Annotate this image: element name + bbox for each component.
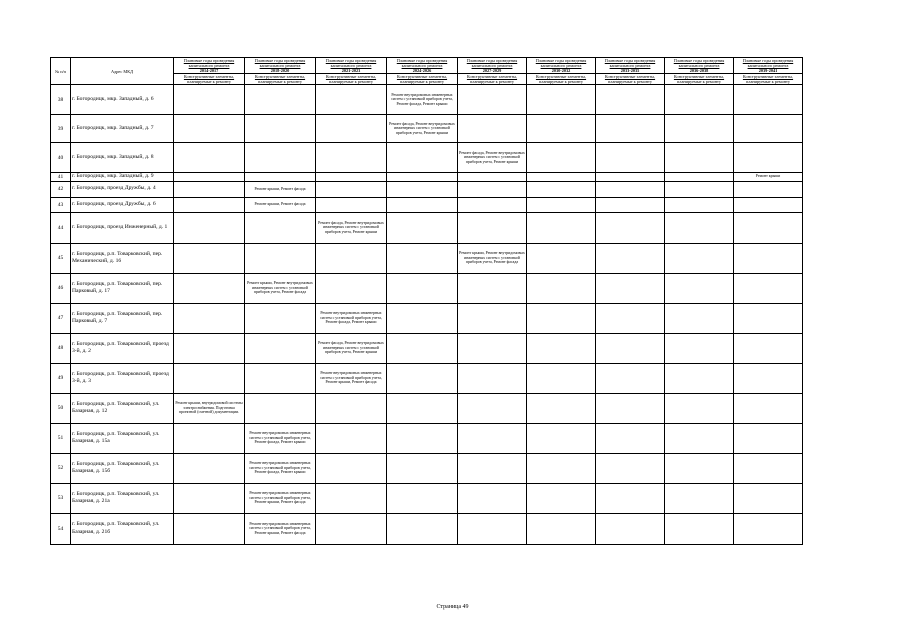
planned-works-cell [458, 85, 527, 115]
planned-works-cell [245, 393, 316, 423]
planned-works-cell [458, 483, 527, 513]
planned-works-cell [458, 212, 527, 243]
planned-works-cell [316, 393, 387, 423]
row-number: 39 [51, 115, 71, 143]
planned-works-cell [387, 303, 458, 333]
page-number: Страница 49 [436, 604, 469, 610]
building-address: г. Богородицк, проезд Дружбы, д. 6 [71, 197, 174, 212]
building-address: г. Богородицк, р.п. Товарковский, проезд 3-й, д. 3 [71, 363, 174, 393]
row-number: 42 [51, 181, 71, 197]
building-address: г. Богородицк, мкр. Западный, д. 9 [71, 173, 174, 182]
planned-works-cell [596, 143, 665, 173]
planned-works-cell [245, 363, 316, 393]
row-number: 50 [51, 393, 71, 423]
row-number: 49 [51, 363, 71, 393]
planned-works-cell: Ремонт фасада, Ремонт внутридомовых инженерных систем с установкой приборов учета, Ремонт крыши [458, 143, 527, 173]
planned-works-cell [174, 333, 245, 363]
period-years: 2021-2023 [341, 68, 361, 73]
table-row [51, 173, 803, 182]
planned-works-cell [734, 423, 803, 453]
period-header [665, 58, 734, 74]
planned-works-cell [734, 363, 803, 393]
planned-works-cell [174, 115, 245, 143]
planned-works-cell: Ремонт внутридомовых инженерных систем с установкой приборов учета, Ремонт крыши, Ремонт фасада [245, 513, 316, 544]
row-number: 46 [51, 273, 71, 303]
planned-works-cell [458, 181, 527, 197]
planned-works-cell [245, 85, 316, 115]
row-number: 47 [51, 303, 71, 333]
planned-works-cell: Ремонт фасада, Ремонт внутридомовых инженерных систем с установкой приборов учета, Ремонт крыши [316, 333, 387, 363]
planned-works-cell [316, 85, 387, 115]
planned-works-cell [527, 143, 596, 173]
table-row [51, 423, 803, 453]
table-row [51, 453, 803, 483]
planned-works-cell [174, 453, 245, 483]
elements-subheader: Конструктивные элементы, планируемые к ремонту [174, 74, 245, 85]
planned-works-cell [734, 85, 803, 115]
building-address: г. Богородицк, мкр. Западный, д. 8 [71, 143, 174, 173]
planned-works-cell [665, 423, 734, 453]
elements-subheader: Конструктивные элементы, планируемые к ремонту [596, 74, 665, 85]
planned-works-cell [458, 197, 527, 212]
planned-works-cell [527, 181, 596, 197]
planned-works-cell [665, 143, 734, 173]
period-header [596, 58, 665, 74]
table-row [51, 513, 803, 544]
planned-works-cell [174, 303, 245, 333]
planned-works-cell [596, 333, 665, 363]
planned-works-cell [387, 243, 458, 273]
period-label: Плановые годы проведения капитального ремонта [535, 58, 587, 68]
row-number: 38 [51, 85, 71, 115]
period-header [245, 58, 316, 74]
planned-works-cell [734, 243, 803, 273]
planned-works-cell: Ремонт внутридомовых инженерных систем с установкой приборов учета, Ремонт фасада, Ремонт крыши [245, 453, 316, 483]
period-header [734, 58, 803, 74]
planned-works-cell [458, 173, 527, 182]
planned-works-cell [527, 85, 596, 115]
column-header-address: Адрес МКД [71, 58, 174, 85]
period-years: 2030-2032 [551, 68, 571, 73]
building-address: г. Богородицк, р.п. Товарковский, пер. Механический, д. 16 [71, 243, 174, 273]
period-years: 2027-2029 [482, 68, 502, 73]
building-address: г. Богородицк, р.п. Товарковский, ул. Базарная, д. 21а [71, 483, 174, 513]
planned-works-cell [387, 483, 458, 513]
elements-subheader: Конструктивные элементы, планируемые к ремонту [245, 74, 316, 85]
planned-works-cell [174, 243, 245, 273]
period-years: 2036-2038 [689, 68, 709, 73]
planned-works-cell [174, 212, 245, 243]
planned-works-cell [665, 513, 734, 544]
planned-works-cell [387, 181, 458, 197]
planned-works-cell [527, 423, 596, 453]
planned-works-cell [665, 115, 734, 143]
planned-works-cell [596, 273, 665, 303]
planned-works-cell [174, 143, 245, 173]
planned-works-cell [527, 333, 596, 363]
period-header [387, 58, 458, 74]
planned-works-cell [596, 453, 665, 483]
planned-works-cell [458, 115, 527, 143]
planned-works-cell [734, 333, 803, 363]
planned-works-cell [458, 333, 527, 363]
planned-works-cell [527, 212, 596, 243]
planned-works-cell [665, 303, 734, 333]
planned-works-cell [734, 453, 803, 483]
period-label: Плановые годы проведения капитального ремонта [396, 58, 448, 68]
planned-works-cell: Ремонт крыши, Ремонт внутридомовых инженерных систем с установкой приборов учета, Ремонт фасада [458, 243, 527, 273]
building-address: г. Богородицк, р.п. Товарковский, ул. Базарная, д. 15а [71, 423, 174, 453]
planned-works-cell [174, 197, 245, 212]
period-years: 2039-2041 [758, 68, 778, 73]
planned-works-cell [174, 513, 245, 544]
planned-works-cell [527, 173, 596, 182]
row-number: 54 [51, 513, 71, 544]
planned-works-cell [527, 393, 596, 423]
planned-works-cell [665, 197, 734, 212]
elements-subheader: Конструктивные элементы, планируемые к ремонту [458, 74, 527, 85]
planned-works-cell [596, 423, 665, 453]
planned-works-cell [734, 393, 803, 423]
planned-works-cell [316, 197, 387, 212]
elements-subheader: Конструктивные элементы, планируемые к ремонту [734, 74, 803, 85]
building-address: г. Богородицк, р.п. Товарковский, ул. Базарная, д. 12 [71, 393, 174, 423]
building-address: г. Богородицк, р.п. Товарковский, пер. Парковый, д. 17 [71, 273, 174, 303]
planned-works-cell [316, 173, 387, 182]
planned-works-cell [527, 243, 596, 273]
planned-works-cell [458, 273, 527, 303]
planned-works-cell [596, 181, 665, 197]
planned-works-cell [596, 303, 665, 333]
planned-works-cell [387, 513, 458, 544]
planned-works-cell [174, 273, 245, 303]
table-row [51, 483, 803, 513]
planned-works-cell [316, 115, 387, 143]
planned-works-cell [245, 143, 316, 173]
planned-works-cell [387, 453, 458, 483]
planned-works-cell [174, 363, 245, 393]
planned-works-cell [387, 273, 458, 303]
period-header [174, 58, 245, 74]
building-address: г. Богородицк, р.п. Товарковский, ул. Базарная, д. 21б [71, 513, 174, 544]
planned-works-cell [527, 115, 596, 143]
planned-works-cell [245, 212, 316, 243]
planned-works-cell [527, 197, 596, 212]
planned-works-cell [734, 513, 803, 544]
planned-works-cell [596, 513, 665, 544]
period-label: Плановые годы проведения капитального ремонта [742, 58, 794, 68]
planned-works-cell [458, 393, 527, 423]
table-row [51, 115, 803, 143]
row-number: 40 [51, 143, 71, 173]
planned-works-cell [527, 303, 596, 333]
planned-works-cell [665, 85, 734, 115]
planned-works-cell [665, 173, 734, 182]
planned-works-cell [316, 273, 387, 303]
planned-works-cell [734, 483, 803, 513]
planned-works-cell [174, 483, 245, 513]
building-address: г. Богородицк, мкр. Западный, д. 7 [71, 115, 174, 143]
building-address: г. Богородицк, мкр. Западный, д. 6 [71, 85, 174, 115]
planned-works-cell [527, 483, 596, 513]
planned-works-cell [665, 273, 734, 303]
table-row [51, 85, 803, 115]
elements-subheader: Конструктивные элементы, планируемые к ремонту [665, 74, 734, 85]
period-years: 2033-2035 [620, 68, 640, 73]
planned-works-cell [387, 363, 458, 393]
table-row [51, 303, 803, 333]
planned-works-cell [458, 513, 527, 544]
table-row [51, 197, 803, 212]
planned-works-cell [665, 363, 734, 393]
planned-works-cell: Ремонт фасада, Ремонт внутридомовых инженерных систем с установкой приборов учета, Ремонт крыши [387, 115, 458, 143]
planned-works-cell [527, 273, 596, 303]
row-number: 43 [51, 197, 71, 212]
planned-works-cell [458, 363, 527, 393]
period-label: Плановые годы проведения капитального ремонта [673, 58, 725, 68]
planned-works-cell [527, 453, 596, 483]
planned-works-cell: Ремонт внутридомовых инженерных систем с установкой приборов учета, Ремонт фасада, Ремонт крыши [245, 423, 316, 453]
planned-works-cell [458, 453, 527, 483]
planned-works-cell [387, 197, 458, 212]
planned-works-cell [174, 173, 245, 182]
building-address: г. Богородицк, проезд Дружбы, д. 4 [71, 181, 174, 197]
planned-works-cell: Ремонт внутридомовых инженерных систем с установкой приборов учета, Ремонт крыши, Ремонт фасада [245, 483, 316, 513]
planned-works-cell [387, 143, 458, 173]
period-years: 2018-2020 [270, 68, 290, 73]
planned-works-cell [734, 143, 803, 173]
period-label: Плановые годы проведения капитального ремонта [254, 58, 306, 68]
repair-schedule-table [50, 57, 803, 545]
planned-works-cell [734, 181, 803, 197]
planned-works-cell [245, 333, 316, 363]
planned-works-cell [596, 85, 665, 115]
planned-works-cell [596, 197, 665, 212]
planned-works-cell [665, 333, 734, 363]
planned-works-cell: Ремонт внутридомовых инженерных систем с установкой приборов учета, Ремонт фасада, Ремонт крыши [316, 303, 387, 333]
planned-works-cell [527, 513, 596, 544]
planned-works-cell [665, 181, 734, 197]
table-row [51, 393, 803, 423]
planned-works-cell [316, 143, 387, 173]
planned-works-cell [665, 393, 734, 423]
row-number: 51 [51, 423, 71, 453]
planned-works-cell [665, 212, 734, 243]
period-header [316, 58, 387, 74]
period-years: 2014-2017 [199, 68, 219, 73]
planned-works-cell [665, 243, 734, 273]
planned-works-cell: Ремонт крыши, Ремонт фасада [245, 197, 316, 212]
planned-works-cell: Ремонт внутридомовых инженерных систем с установкой приборов учета, Ремонт фасада, Ремонт крыши [387, 85, 458, 115]
planned-works-cell [245, 303, 316, 333]
table-row [51, 212, 803, 243]
table-row [51, 273, 803, 303]
planned-works-cell [316, 181, 387, 197]
planned-works-cell [527, 363, 596, 393]
planned-works-cell [387, 173, 458, 182]
building-address: г. Богородицк, р.п. Товарковский, пер. Парковый, д. 7 [71, 303, 174, 333]
row-number: 48 [51, 333, 71, 363]
planned-works-cell [596, 393, 665, 423]
planned-works-cell [596, 363, 665, 393]
row-number: 44 [51, 212, 71, 243]
table-row [51, 143, 803, 173]
planned-works-cell [458, 423, 527, 453]
planned-works-cell [316, 423, 387, 453]
planned-works-cell: Ремонт внутридомовых инженерных систем с установкой приборов учета, Ремонт крыши, Ремонт фасада [316, 363, 387, 393]
period-label: Плановые годы проведения капитального ремонта [466, 58, 518, 68]
planned-works-cell [316, 243, 387, 273]
planned-works-cell: Ремонт крыши, Ремонт внутридомовых инженерных систем с установкой приборов учета, Ремонт фасада [245, 273, 316, 303]
table-row [51, 333, 803, 363]
period-years: 2024-2026 [412, 68, 432, 73]
table-row [51, 181, 803, 197]
period-header [458, 58, 527, 74]
planned-works-cell [316, 513, 387, 544]
planned-works-cell: Ремонт крыши [734, 173, 803, 182]
planned-works-cell [245, 243, 316, 273]
planned-works-cell [734, 197, 803, 212]
planned-works-cell [174, 85, 245, 115]
elements-subheader: Конструктивные элементы, планируемые к ремонту [387, 74, 458, 85]
planned-works-cell [734, 273, 803, 303]
row-number: 41 [51, 173, 71, 182]
planned-works-cell [596, 115, 665, 143]
row-number: 53 [51, 483, 71, 513]
planned-works-cell [596, 173, 665, 182]
planned-works-cell [665, 483, 734, 513]
planned-works-cell: Ремонт крыши, Ремонт фасада [245, 181, 316, 197]
planned-works-cell: Ремонт фасада, Ремонт внутридомовых инженерных систем с установкой приборов учета, Ремонт крыши [316, 212, 387, 243]
planned-works-cell [596, 483, 665, 513]
planned-works-cell [734, 303, 803, 333]
table-row [51, 243, 803, 273]
period-label: Плановые годы проведения капитального ремонта [183, 58, 235, 68]
planned-works-cell [245, 115, 316, 143]
period-label: Плановые годы проведения капитального ремонта [604, 58, 656, 68]
table-row [51, 363, 803, 393]
planned-works-cell [316, 453, 387, 483]
row-number: 52 [51, 453, 71, 483]
planned-works-cell [387, 333, 458, 363]
planned-works-cell [458, 303, 527, 333]
planned-works-cell [734, 212, 803, 243]
planned-works-cell [596, 243, 665, 273]
column-header-number: № п/п [51, 58, 71, 85]
planned-works-cell [245, 173, 316, 182]
building-address: г. Богородицк, р.п. Товарковский, ул. Базарная, д. 15б [71, 453, 174, 483]
period-label: Плановые годы проведения капитального ремонта [325, 58, 377, 68]
building-address: г. Богородицк, проезд Инженерный, д. 1 [71, 212, 174, 243]
planned-works-cell [596, 212, 665, 243]
planned-works-cell [174, 423, 245, 453]
period-header [527, 58, 596, 74]
planned-works-cell: Ремонт крыши, внутридомовой системы электроснабжения. Подготовка проектной (сметной) документации. [174, 393, 245, 423]
planned-works-cell [174, 181, 245, 197]
planned-works-cell [387, 393, 458, 423]
planned-works-cell [387, 212, 458, 243]
planned-works-cell [387, 423, 458, 453]
planned-works-cell [665, 453, 734, 483]
planned-works-cell [316, 483, 387, 513]
elements-subheader: Конструктивные элементы, планируемые к ремонту [527, 74, 596, 85]
planned-works-cell [734, 115, 803, 143]
elements-subheader: Конструктивные элементы, планируемые к ремонту [316, 74, 387, 85]
row-number: 45 [51, 243, 71, 273]
building-address: г. Богородицк, р.п. Товарковский, проезд 3-й, д. 2 [71, 333, 174, 363]
